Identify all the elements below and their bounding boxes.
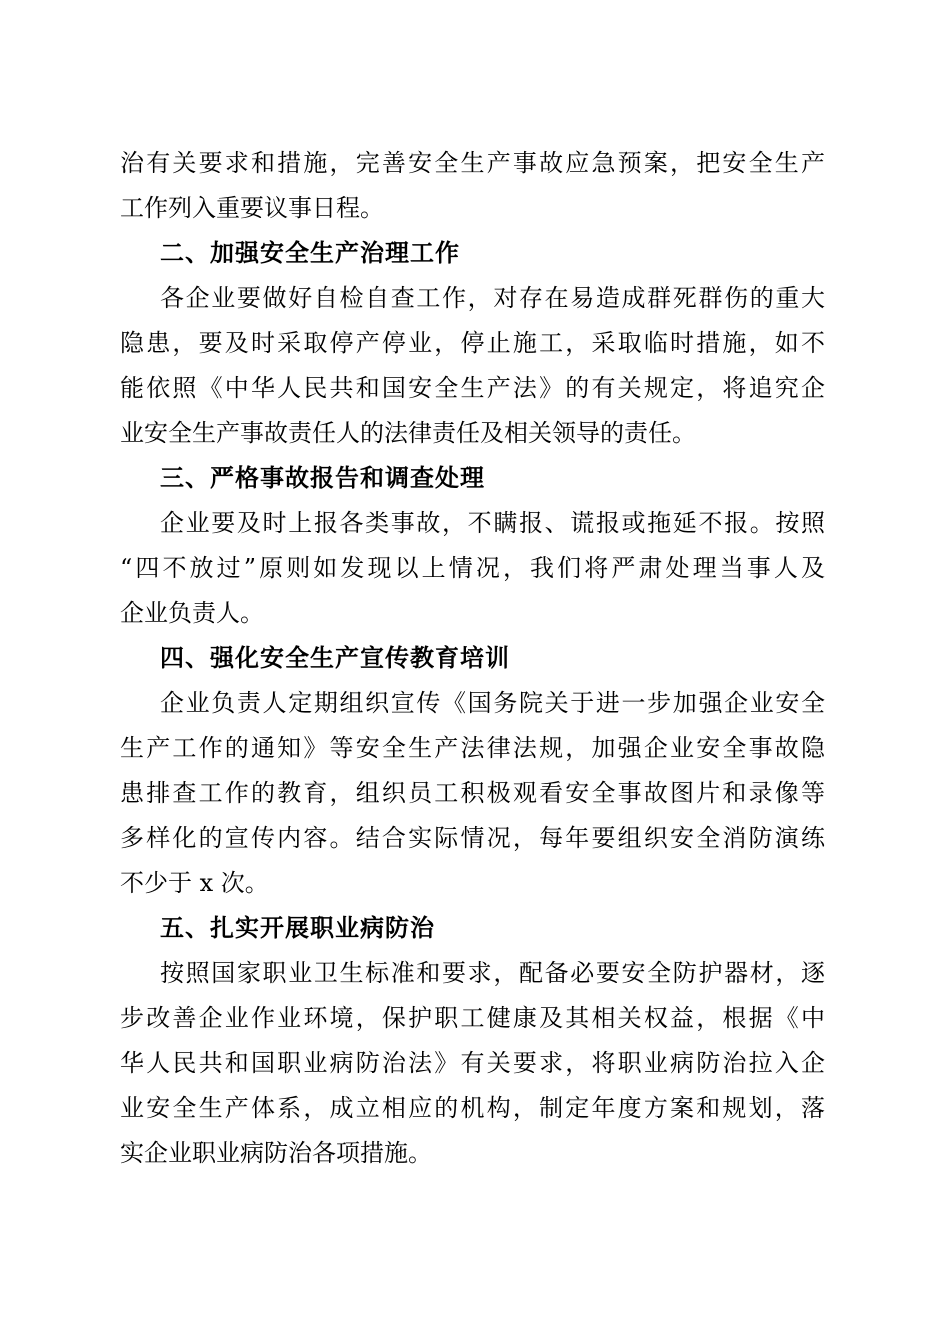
- paragraph-line: 能依照《中华人民共和国安全生产法》的有关规定，将追究企: [120, 374, 825, 402]
- paragraph-line: 各企业要做好自检自查工作，对存在易造成群死群伤的重大: [160, 284, 825, 312]
- paragraph-line: 业安全生产体系，成立相应的机构，制定年度方案和规划，落: [120, 1094, 825, 1122]
- section-heading-5: 五、扎实开展职业病防治: [160, 914, 435, 942]
- paragraph-line: 治有关要求和措施，完善安全生产事故应急预案，把安全生产: [120, 149, 825, 177]
- section-heading-3: 三、严格事故报告和调查处理: [160, 464, 485, 492]
- paragraph-line: 不少于 x 次。: [120, 869, 269, 897]
- paragraph-line: 多样化的宣传内容。结合实际情况，每年要组织安全消防演练: [120, 824, 825, 852]
- paragraph-line: 企业要及时上报各类事故，不瞒报、谎报或拖延不报。按照: [160, 509, 825, 537]
- paragraph-line: 企业负责人定期组织宣传《国务院关于进一步加强企业安全: [160, 689, 825, 717]
- paragraph-line: 患排查工作的教育，组织员工积极观看安全事故图片和录像等: [120, 779, 825, 807]
- section-heading-2: 二、加强安全生产治理工作: [160, 239, 460, 267]
- paragraph-line: 华人民共和国职业病防治法》有关要求，将职业病防治拉入企: [120, 1049, 825, 1077]
- paragraph-line: 实企业职业病防治各项措施。: [120, 1139, 432, 1167]
- paragraph-line: 工作列入重要议事日程。: [120, 194, 384, 222]
- paragraph-line: 生产工作的通知》等安全生产法律法规，加强企业安全事故隐: [120, 734, 825, 762]
- section-heading-4: 四、强化安全生产宣传教育培训: [160, 644, 510, 672]
- paragraph-line: 按照国家职业卫生标准和要求，配备必要安全防护器材，逐: [160, 959, 825, 987]
- paragraph-line: “四不放过”原则如发现以上情况，我们将严肃处理当事人及: [120, 554, 825, 582]
- paragraph-line: 隐患，要及时采取停产停业，停止施工，采取临时措施，如不: [120, 329, 825, 357]
- paragraph-line: 步改善企业作业环境，保护职工健康及其相关权益，根据《中: [120, 1004, 825, 1032]
- paragraph-line: 企业负责人。: [120, 599, 264, 627]
- paragraph-line: 业安全生产事故责任人的法律责任及相关领导的责任。: [120, 419, 696, 447]
